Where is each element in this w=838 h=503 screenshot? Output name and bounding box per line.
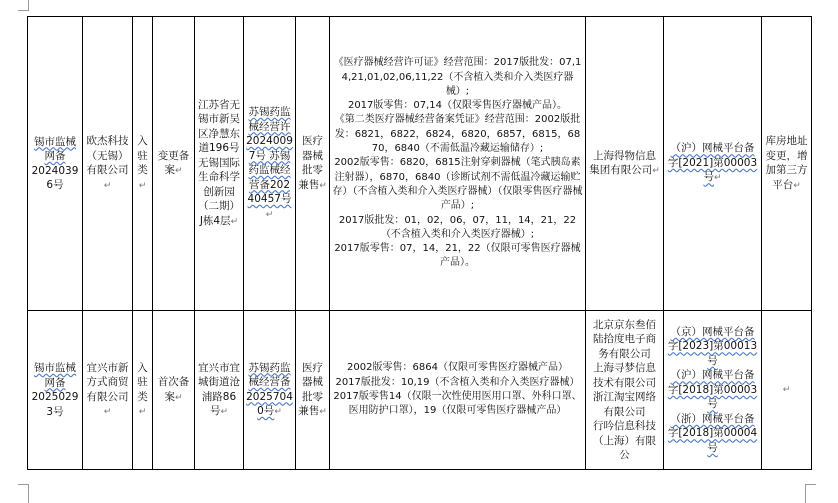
remark-cell: 库房地址变更，增加第三方平台↵ <box>762 17 812 311</box>
remark-text: 库房地址变更，增加第三方平台 <box>765 135 808 191</box>
platform-record-cell <box>664 311 762 470</box>
scope-line: 2017版批发：01，02，06，07，11，14，21，22（不含植入类和介入类医疗器械）; <box>338 214 577 240</box>
platform-record: （浙）网械平台备字[2018]第00004号 <box>667 412 758 454</box>
platform-name: 北京京东叁佰陆拾度电子商务有限公司 <box>593 318 656 360</box>
corner-mark-bottom-left <box>18 484 29 503</box>
scope-cell <box>330 17 586 311</box>
address-cell: 宜兴市宜城街道沧浦路86号↵ <box>195 311 244 470</box>
record-number-serial: 20250293号 <box>31 391 79 418</box>
platform-record: （沪）网械平台备字[2021]第00003号 <box>667 142 758 184</box>
address-cell: 江苏省无锡市新吴区净慧东道196号无锡国际生命科学创新园（二期）J栋4层↵ <box>195 17 244 311</box>
type-cell: 入驻类↵ <box>133 311 153 470</box>
type-cell: 入驻类↵ <box>133 17 153 311</box>
license-text: 苏锡药监械经营备20257040号 <box>246 361 293 417</box>
category-cell: 首次备案↵ <box>153 311 195 470</box>
company-name: 欧杰科技（无锡）有限公司 <box>86 135 129 176</box>
business-cell: 医疗器械批零兼售↵ <box>296 311 330 470</box>
platform-record: （京）网械平台备字[2023]第00013号 <box>667 325 758 367</box>
license-text: 苏锡药监械经营许20240097号 苏锡药监械经营备20240457号 <box>246 106 293 205</box>
remark-cell: ↵ <box>762 311 812 470</box>
table-row <box>28 17 812 311</box>
platform-cell: 上海得物信息集团有限公司↵ <box>586 17 664 311</box>
corner-mark-bottom-right <box>805 484 816 503</box>
scope-line: 2017版零售：07，14，21，22（仅限可零售医疗器械产品）。 <box>334 243 581 269</box>
corner-mark-top-left <box>18 0 29 11</box>
business-text: 医疗器械批零兼售 <box>298 135 323 191</box>
platform-name: 浙江淘宝网络有限公司 <box>593 391 656 418</box>
company-name-cell: 欧杰科技（无锡）有限公司↵ <box>83 17 133 311</box>
table-row <box>28 311 812 470</box>
record-number-prefix: 锡市监械网备 <box>34 362 76 389</box>
scope-line: 2017版零售：07,14（仅限零售医疗器械产品）。 <box>347 100 568 112</box>
address-text: 江苏省无锡市新吴区净慧东道196号无锡国际生命科学创新园（二期）J栋4层 <box>198 98 240 227</box>
company-name: 宜兴市新方式商贸有限公司 <box>86 361 129 403</box>
scope-cell <box>330 311 586 470</box>
license-cell: 苏锡药监械经营备20257040号↵ <box>244 311 296 470</box>
record-number-cell <box>28 17 83 311</box>
category-label: 首次备案 <box>157 376 190 403</box>
scope-line: 2002版零售：6864（仅限可零售医疗器械产品） <box>347 362 568 374</box>
scope-line: 《医疗器械经营许可证》经营范围：2017版批发：07,14,21,01,02,06,11,22（不含植入类和介入类医疗器械）; <box>333 57 582 97</box>
category-cell: 变更备案↵ <box>153 17 195 311</box>
type-label: 入驻类 <box>137 135 148 176</box>
platform-name: 行吟信息科技（上海）有限公 <box>593 420 656 461</box>
platform-name: 上海寻梦信息技术有限公司 <box>593 362 656 389</box>
category-label: 变更备案 <box>157 149 190 176</box>
type-label: 入驻类 <box>137 361 148 403</box>
record-number-cell <box>28 311 83 470</box>
address-text: 宜兴市宜城街道沧浦路86号 <box>198 361 240 417</box>
scope-line: 2017版批发：10,19（不含植入类和介入类医疗器械） <box>335 376 580 388</box>
platform-cell <box>586 311 664 470</box>
business-text: 医疗器械批零兼售 <box>298 361 323 417</box>
scope-line: 《第二类医疗器械经营备案凭证》经营范围：2002版批发：6821，6822，6824，6820，6857，6815，6870，6840（不需低温冷藏运输储存）; <box>334 114 581 155</box>
record-number-serial: 20240396号 <box>31 164 79 191</box>
platform-record-cell: （沪）网械平台备字[2021]第00003号↵ <box>664 17 762 311</box>
scope-line: 2002版零售：6820，6815注射穿刺器械（笔式胰岛素注射器），6870，6840（诊断试剂不需低温冷藏运输贮存）（不含植入类和介入类医疗器械）（仅限零售医疗器械产品）; <box>332 157 583 212</box>
scope-line: 2017版零售14（仅限一次性使用医用口罩、外科口罩、医用防护口罩），19（仅限可零售医疗器械产品） <box>333 391 582 417</box>
license-cell: 苏锡药监械经营许20240097号 苏锡药监械经营备20240457号↵ <box>244 17 296 311</box>
platform-name: 上海得物信息集团有限公司 <box>589 149 656 176</box>
platform-record: （沪）网械平台备字[2018]第00003号 <box>667 369 758 411</box>
business-cell: 医疗器械批零兼售↵ <box>296 17 330 311</box>
record-table <box>27 16 812 470</box>
company-name-cell: 宜兴市新方式商贸有限公司↵ <box>83 311 133 470</box>
record-number-prefix: 锡市监械网备 <box>34 135 76 162</box>
